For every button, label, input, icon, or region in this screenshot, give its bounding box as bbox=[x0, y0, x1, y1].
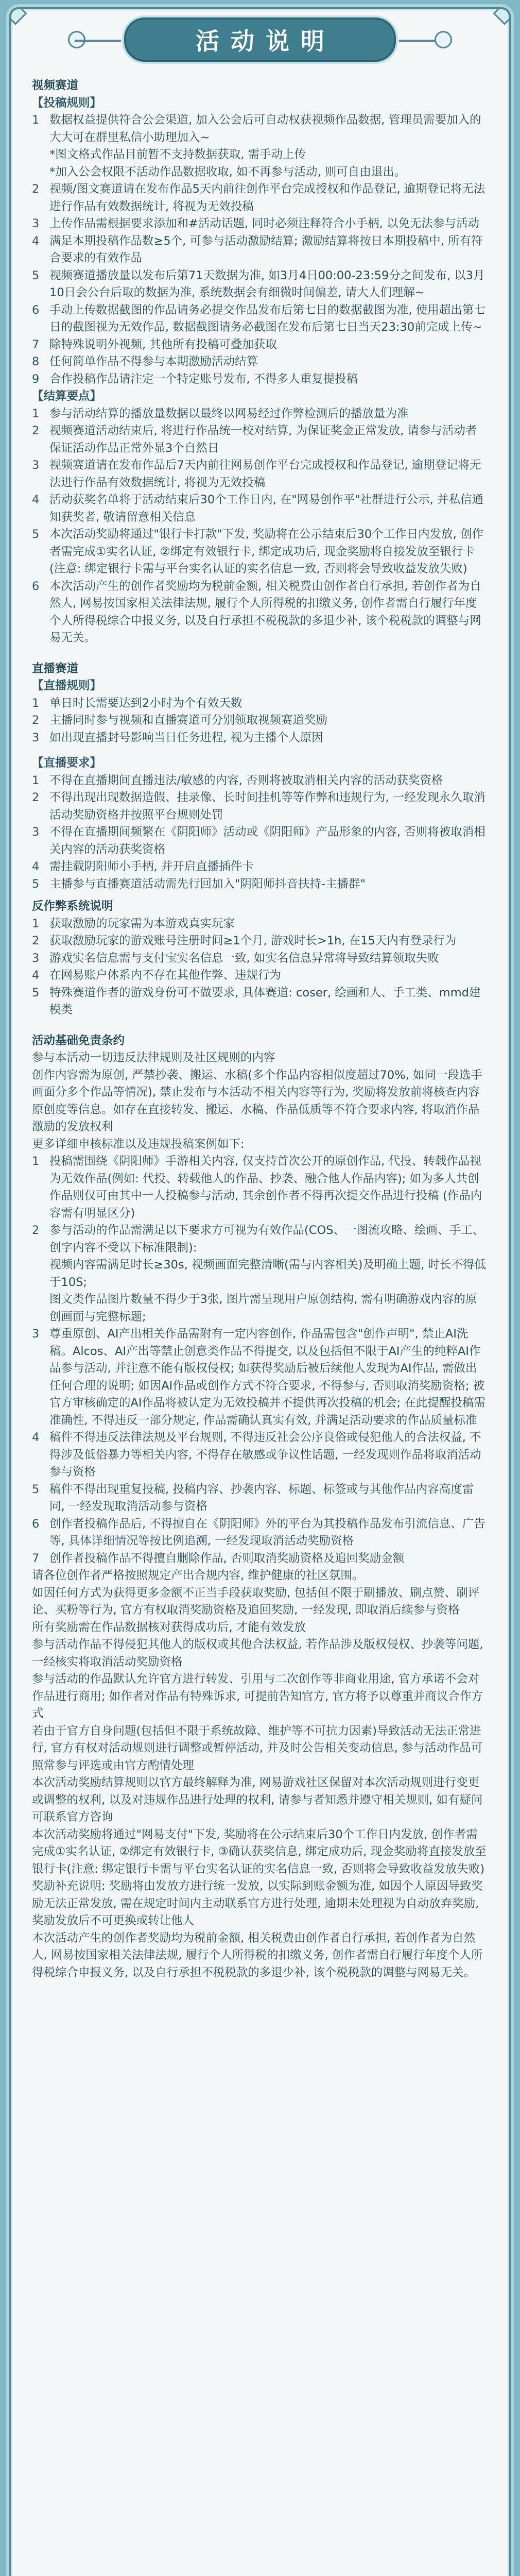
item-number: 1 bbox=[32, 406, 40, 420]
item-text: 合作投稿作品请注定一个特定账号发布, 不得多人重复提投稿 bbox=[49, 372, 358, 386]
item-number: 2 bbox=[32, 182, 40, 196]
list-item bbox=[32, 526, 488, 578]
item-number: 1 bbox=[32, 113, 40, 127]
list-item bbox=[32, 985, 488, 1019]
section-title-general: 活动基础免责条约 bbox=[32, 1033, 125, 1047]
list-item bbox=[32, 353, 488, 371]
item-number: 4 bbox=[32, 860, 40, 873]
list-item bbox=[32, 967, 488, 985]
paragraph: 参与本活动一切违反法律规则及社区规则的内容 bbox=[32, 1051, 275, 1064]
item-text: 除特殊说明外视频, 其他所有投稿可叠加获取 bbox=[49, 337, 277, 351]
paragraph: 奖励补充说明: 奖励将由发放方进行统一发放, 以实际到账金额为准, 如因个人原因导致奖励无法正常发放, 需在规定时间内主动联系官方进行处理, 逾期未处理视为自动放弃奖励, 奖励发放后不可更换或转让他人 bbox=[32, 1879, 483, 1927]
paragraph: 如因任何方式为获得更多金额不正当手段获取奖励, 包括但不限于刷播放、刷点赞、刷评论、买粉等行为, 官方有权取消奖励资格及追回奖励, 一经发现, 即取消后续参与资格 bbox=[32, 1586, 480, 1617]
paragraph: 参与活动的作品默认允许官方进行转发、引用与二次创作等非商业用途, 官方承诺不会对作品进行商用; 如作者对作品有特殊诉求, 可提前告知官方, 官方将予以尊重并商议合作方式 bbox=[32, 1672, 483, 1720]
list-item bbox=[32, 933, 488, 950]
list-item bbox=[32, 712, 488, 730]
anti-cheat-list bbox=[32, 916, 488, 1019]
list-item bbox=[32, 578, 488, 647]
submission-rules-list bbox=[32, 112, 488, 388]
item-text: 不得出现出现数据造假、挂录像、长时间挂机等等作弊和违规行为, 一经发现永久取消活动奖励资格并按照平台规则处罚 bbox=[49, 791, 486, 822]
list-item bbox=[32, 267, 488, 302]
live-rules-title: 【直播规则】 bbox=[32, 679, 102, 692]
list-item bbox=[32, 371, 488, 388]
item-text: 视频赛道请在发布作品后7天内前往网易创作平台完成授权和作品登记, 逾期登记将无法进行作品有效数据统计, 将视为无效投稿 bbox=[49, 459, 481, 489]
general-paragraphs bbox=[32, 1049, 488, 1153]
item-number: 3 bbox=[32, 217, 40, 230]
item-text: 稿件不得出现重复投稿, 投稿内容、抄袭内容、标题、标签或与其他作品内容高度雷同, 一经发现取消活动参与资格 bbox=[49, 1482, 474, 1513]
paragraph: 更多详细申核标准以及违规投稿案例如下: bbox=[32, 1137, 245, 1151]
list-item bbox=[32, 858, 488, 876]
paragraph: 本次活动产生的创作者奖励均为税前金额, 相关税费由创作者自行承担, 若创作者为自然人, 网易按国家相关法律法规, 履行个人所得税的扣缴义务, 创作者需自行履行年度个人所得税综合申报义务, 以及自行承担不税税款的多退少补, 该个税税款的调整与网易无关。 bbox=[32, 1931, 483, 1979]
item-text: 视频赛道播放量以发布后第71天数据为准, 如3月4日00:00-23:59分之间发布, 以3月10日会公台后取的数据为准, 系统数据会有细微时间偏差, 请大人们理解~ bbox=[49, 268, 485, 299]
list-item bbox=[32, 1550, 488, 1568]
item-text: 特殊赛道作者的游戏身份可不做要求, 具体赛道: coser, 绘画和人、手工类、mmd建模类 bbox=[49, 986, 481, 1016]
list-item bbox=[32, 215, 488, 233]
item-text: 手动上传数据截图的作品请务必提交作品发布后第七日的数据截图为准, 使用超出第七日的截图视为无效作品, 数据截图请务必截图在发布后第七日当天23:30前完成上传~ bbox=[49, 303, 486, 334]
item-number bbox=[32, 1257, 49, 1291]
item-number: 1 bbox=[32, 696, 40, 710]
item-number: 3 bbox=[32, 825, 40, 839]
item-number: 1 bbox=[32, 917, 40, 930]
item-number: 2 bbox=[32, 791, 40, 804]
item-number: 2 bbox=[32, 1224, 40, 1237]
list-item bbox=[32, 916, 488, 933]
paragraph: 若由于官方自身问题(包括但不限于系统故障、维护等不可抗力因素)导致活动无法正常进行, 官方有权对活动规则进行调整或暂停活动, 并及时公告相关变动信息, 参与活动作品可照常参与评选或由官方酌情处理 bbox=[32, 1724, 483, 1772]
title-header bbox=[11, 9, 509, 70]
item-number: 4 bbox=[32, 1431, 40, 1444]
item-text: 本次活动产生的创作者奖励均为税前金额, 相关税费由创作者自行承担, 若创作者为自然人, 网易按国家相关法律法规, 履行个人所得税的扣缴义务, 创作者需自行履行年度个人所得税综合申报义务, 以及自行承担不税税款的多退少补, 该个税税款的调整与网易无关。 bbox=[49, 579, 481, 645]
list-item bbox=[32, 1291, 488, 1326]
item-number: 4 bbox=[32, 234, 40, 248]
item-number: 3 bbox=[32, 1327, 40, 1341]
list-item bbox=[32, 164, 488, 181]
item-number bbox=[32, 1291, 49, 1326]
live-notes-title: 【直播要求】 bbox=[32, 756, 102, 770]
item-text: 视频内容需满足时长≥30s, 视频画面完整清晰(需与内容相关)及明确上题, 时长不得低于10S; bbox=[49, 1258, 486, 1289]
list-item bbox=[32, 1153, 488, 1222]
item-number bbox=[32, 146, 49, 164]
item-number: 5 bbox=[32, 986, 40, 999]
section-title-video: 视频赛道 bbox=[32, 79, 79, 92]
list-item bbox=[32, 492, 488, 526]
paragraph: 本次活动奖励将通过"网易支付"下发, 奖励将在公示结束后30个工作日内发放, 创作者需完成①实名认证, ②绑定有效银行卡, ③确认获奖信息, 绑定成功后, 现金奖励将直接发放至银行卡(注意: 绑定银行卡需与平台实名认证的实名信息一致, 否则将会导致收益发放失败) bbox=[32, 1827, 487, 1876]
item-number: 3 bbox=[32, 951, 40, 965]
item-number: 4 bbox=[32, 493, 40, 506]
flower-ornament-icon bbox=[435, 31, 452, 48]
item-text: 如出现直播封号影响当日任务进程, 视为主播个人原因 bbox=[49, 731, 323, 744]
item-number: 3 bbox=[32, 459, 40, 472]
list-item bbox=[32, 789, 488, 824]
list-item bbox=[32, 405, 488, 423]
item-text: 需挂载阴阳师小手柄, 并开启直播插件卡 bbox=[49, 860, 254, 873]
item-number: 5 bbox=[32, 528, 40, 541]
paragraph: 请各位创作者严格按照规定产出合规内容, 维护健康的社区氛围。 bbox=[32, 1569, 364, 1582]
item-number: 6 bbox=[32, 303, 40, 317]
list-item bbox=[32, 1429, 488, 1481]
paragraph: 创作内容需为原创, 严禁抄袭、搬运、水稿(多个作品内容相似度超过70%, 如同一段选手画面分多个作品等情况), 禁止发布与本活动不相关内容等行为, 奖励将发放前将核查内容原创度等信息。如存在直接转发、搬运、水稿、作品低质等不符合要求内容, 将取消作品激励的发放权利 bbox=[32, 1068, 482, 1133]
item-text: 获取激励玩家的游戏账号注册时间≥1个月, 游戏时长>1h, 在15天内有登录行为 bbox=[49, 934, 457, 947]
paragraph: 本次活动奖励结算规则以官方最终解释为准, 网易游戏社区保留对本次活动规则进行变更或调整的权利, 以及对违规作品进行处理的权利, 请参与者知悉并遵守相关规则, 如有疑问可联系官方咨询 bbox=[32, 1776, 483, 1824]
item-text: 稿件不得违反法律法规及平台规则, 不得违反社会公序良俗或侵犯他人的合法权益, 不得涉及低俗暴力等相关内容, 不得存在敏感或争议性话题, 一经发现则作品将取消活动参与资格 bbox=[49, 1431, 481, 1479]
item-text: 参与活动的作品需满足以下要求方可视为有效作品(COS、一图流攻略、绘画、手工、创字内容不受以下标准限制): bbox=[49, 1224, 484, 1255]
paragraph: 所有奖励需在作品数据核对获得成功后, 才能有效发放 bbox=[32, 1620, 306, 1634]
item-text: 不得在直播期间直播违法/敏感的内容, 否则将被取消相关内容的活动获奖资格 bbox=[49, 773, 443, 787]
list-item bbox=[32, 695, 488, 713]
item-text: 创作者投稿作品后, 不得擅自在《阴阳师》外的平台为其投稿作品发布引流信息、广告等, 具体详细情况等按比例追溯, 一经发现取消活动奖励资格 bbox=[49, 1517, 486, 1548]
page-title: 活动说明 bbox=[196, 27, 336, 55]
item-text: 尊重原创、AI产出相关作品需附有一定内容创作, 作品需包含"创作声明", 禁止AI洗稿。Alcos、AI产出等禁止创意类作品不得提交, 以及包括但不限于AI产生的纯粹AI作品参与活动, 并注意不能有版权侵权; 如获得奖励后被后续他人发现为AI作品, 需做出任何合理的说明; 如因AI作品或创作方式不符合要求, 不得参与, 否则取消奖励资格; 被官方审核确定的AI作品将被认定为无效投稿并不提供再次投稿的机会; 在此提醒投稿需准确性, 不得违反一部分规定, 作品需确认真实有效, 并满足活动要求的作品质量标准 bbox=[49, 1327, 486, 1427]
list-item bbox=[32, 876, 488, 893]
item-text: 主播同时参与视频和直播赛道可分别领取视频赛道奖励 bbox=[49, 714, 328, 727]
item-text: 游戏实名信息需与支付宝实名信息一致, 如实名信息异常将导致结算领取失败 bbox=[49, 951, 439, 965]
activity-description-panel bbox=[9, 7, 511, 2576]
item-text: 不得在直播期间频繁在《阴阳师》活动或《阴阳师》产品形象的内容, 否则将被取消相关内容的活动获奖资格 bbox=[49, 825, 486, 856]
item-text: 视频/图文赛道请在发布作品5天内前往创作平台完成授权和作品登记, 逾期登记将无法进行作品有效数据统计, 将视为无效投稿 bbox=[49, 182, 486, 213]
list-item bbox=[32, 336, 488, 354]
item-number: 2 bbox=[32, 424, 40, 437]
list-item bbox=[32, 1222, 488, 1257]
item-number: 9 bbox=[32, 372, 40, 386]
item-text: 本次活动奖励将通过"银行卡打款"下发, 奖励将在公示结束后30个工作日内发放, 创作者需完成①实名认证, ②绑定有效银行卡, 绑定成功后, 现金奖励将自接发放至银行卡(注意: 绑定银行卡需与平台实名认证的实名信息一致, 否则将会导致收益发放失败) bbox=[49, 528, 483, 575]
list-item bbox=[32, 1326, 488, 1429]
section-title-anti-cheat: 反作弊系统说明 bbox=[32, 900, 113, 913]
live-notes-list bbox=[32, 772, 488, 893]
settlement-rules-list bbox=[32, 405, 488, 647]
item-text: 数据权益提供符合公会渠道, 加入公会后可自动权获视频作品数据, 管理员需要加入的大大可在群里私信小助理加入~ bbox=[49, 113, 481, 144]
item-text: *加入公会权限不活动作品数据收取, 如不再参与活动, 则可自由退出。 bbox=[49, 165, 406, 179]
item-text: 在网易账户体系内不存在其他作弊、违规行为 bbox=[49, 969, 282, 982]
list-item bbox=[32, 1481, 488, 1516]
item-text: 上传作品需根据要求添加和#活动话题, 同时必须注释符合小手柄, 以免无法参与活动 bbox=[49, 217, 479, 230]
item-number: 1 bbox=[32, 773, 40, 787]
list-item bbox=[32, 302, 488, 336]
list-item bbox=[32, 1516, 488, 1550]
section-title-live: 直播赛道 bbox=[32, 662, 79, 675]
item-number: 5 bbox=[32, 1482, 40, 1496]
item-number: 8 bbox=[32, 355, 40, 368]
item-number bbox=[32, 164, 49, 181]
item-text: 投稿需围绕《阴阳师》手游相关内容, 仅支持首次公开的原创作品, 代投、转载作品视为无效作品(例如: 代投、转载他人的作品、抄袭、融合他人作品内容); 如为多人共创作品则仅可由其中一人投稿参与活动, 其余创作者不得再次提交作品进行投稿 (作品内容需有明显区分) bbox=[49, 1155, 482, 1220]
paragraph: 参与活动作品不得侵犯其他人的版权或其他合法权益, 若作品涉及版权侵权、抄袭等问题, 一经核实将取消活动奖励资格 bbox=[32, 1638, 483, 1669]
item-number: 4 bbox=[32, 969, 40, 982]
list-item bbox=[32, 422, 488, 457]
item-number: 6 bbox=[32, 579, 40, 593]
submission-rules-title: 【投稿规则】 bbox=[32, 96, 102, 110]
item-text: 活动获奖名单将于活动结束后30个工作日内, 在"网易创作平"社群进行公示, 并私信通知获奖者, 敬请留意相关信息 bbox=[49, 493, 483, 524]
item-text: *图文格式作品目前暂不支持数据获取, 需手动上传 bbox=[49, 148, 306, 161]
general-paragraphs-2 bbox=[32, 1567, 488, 1981]
general-rules-list bbox=[32, 1153, 488, 1567]
item-number: 5 bbox=[32, 268, 40, 282]
list-item bbox=[32, 950, 488, 968]
item-text: 任何简单作品不得参与本期激励活动结算 bbox=[49, 355, 258, 368]
list-item bbox=[32, 1257, 488, 1291]
list-item bbox=[32, 146, 488, 164]
item-number: 2 bbox=[32, 934, 40, 947]
list-item bbox=[32, 457, 488, 492]
list-item bbox=[32, 730, 488, 747]
list-item bbox=[32, 824, 488, 858]
list-item bbox=[32, 112, 488, 146]
settlement-rules-title: 【结算要点】 bbox=[32, 389, 102, 403]
live-rules-list bbox=[32, 695, 488, 747]
item-number: 3 bbox=[32, 731, 40, 744]
item-text: 创作者投稿作品不得擅自删除作品, 否则取消奖励资格及追回奖励金额 bbox=[49, 1551, 405, 1565]
item-text: 获取激励的玩家需为本游戏真实玩家 bbox=[49, 917, 235, 930]
item-text: 视频赛道活动结束后, 将进行作品统一校对结算, 为保证奖金正常发放, 请参与活动者保证活动作品正常外显3个自然日 bbox=[49, 424, 477, 455]
list-item bbox=[32, 181, 488, 215]
list-item bbox=[32, 772, 488, 790]
title-banner bbox=[124, 18, 396, 62]
item-number: 7 bbox=[32, 337, 40, 351]
list-item bbox=[32, 233, 488, 267]
item-number: 5 bbox=[32, 877, 40, 891]
item-number: 1 bbox=[32, 1155, 40, 1168]
item-number: 2 bbox=[32, 714, 40, 727]
item-text: 主播参与直播赛道活动需先行回加入"阴阳师抖音扶持-主播群" bbox=[49, 877, 366, 891]
item-text: 图文类作品图片数量不得少于3张, 图片需呈现用户原创结构, 需有明确游戏内容的原创画面与完整标题; bbox=[49, 1293, 477, 1324]
item-text: 满足本期投稿作品数≥5个, 可参与活动激励结算; 激励结算将按日本期投稿中, 所有符合要求的有效作品 bbox=[49, 234, 483, 265]
item-number: 7 bbox=[32, 1551, 40, 1565]
item-text: 单日时长需要达到2小时为个有效天数 bbox=[49, 696, 242, 710]
rules-content bbox=[11, 70, 509, 1981]
item-text: 参与活动结算的播放量数据以最终以网易经过作弊检测后的播放量为准 bbox=[49, 406, 409, 420]
item-number: 6 bbox=[32, 1517, 40, 1531]
